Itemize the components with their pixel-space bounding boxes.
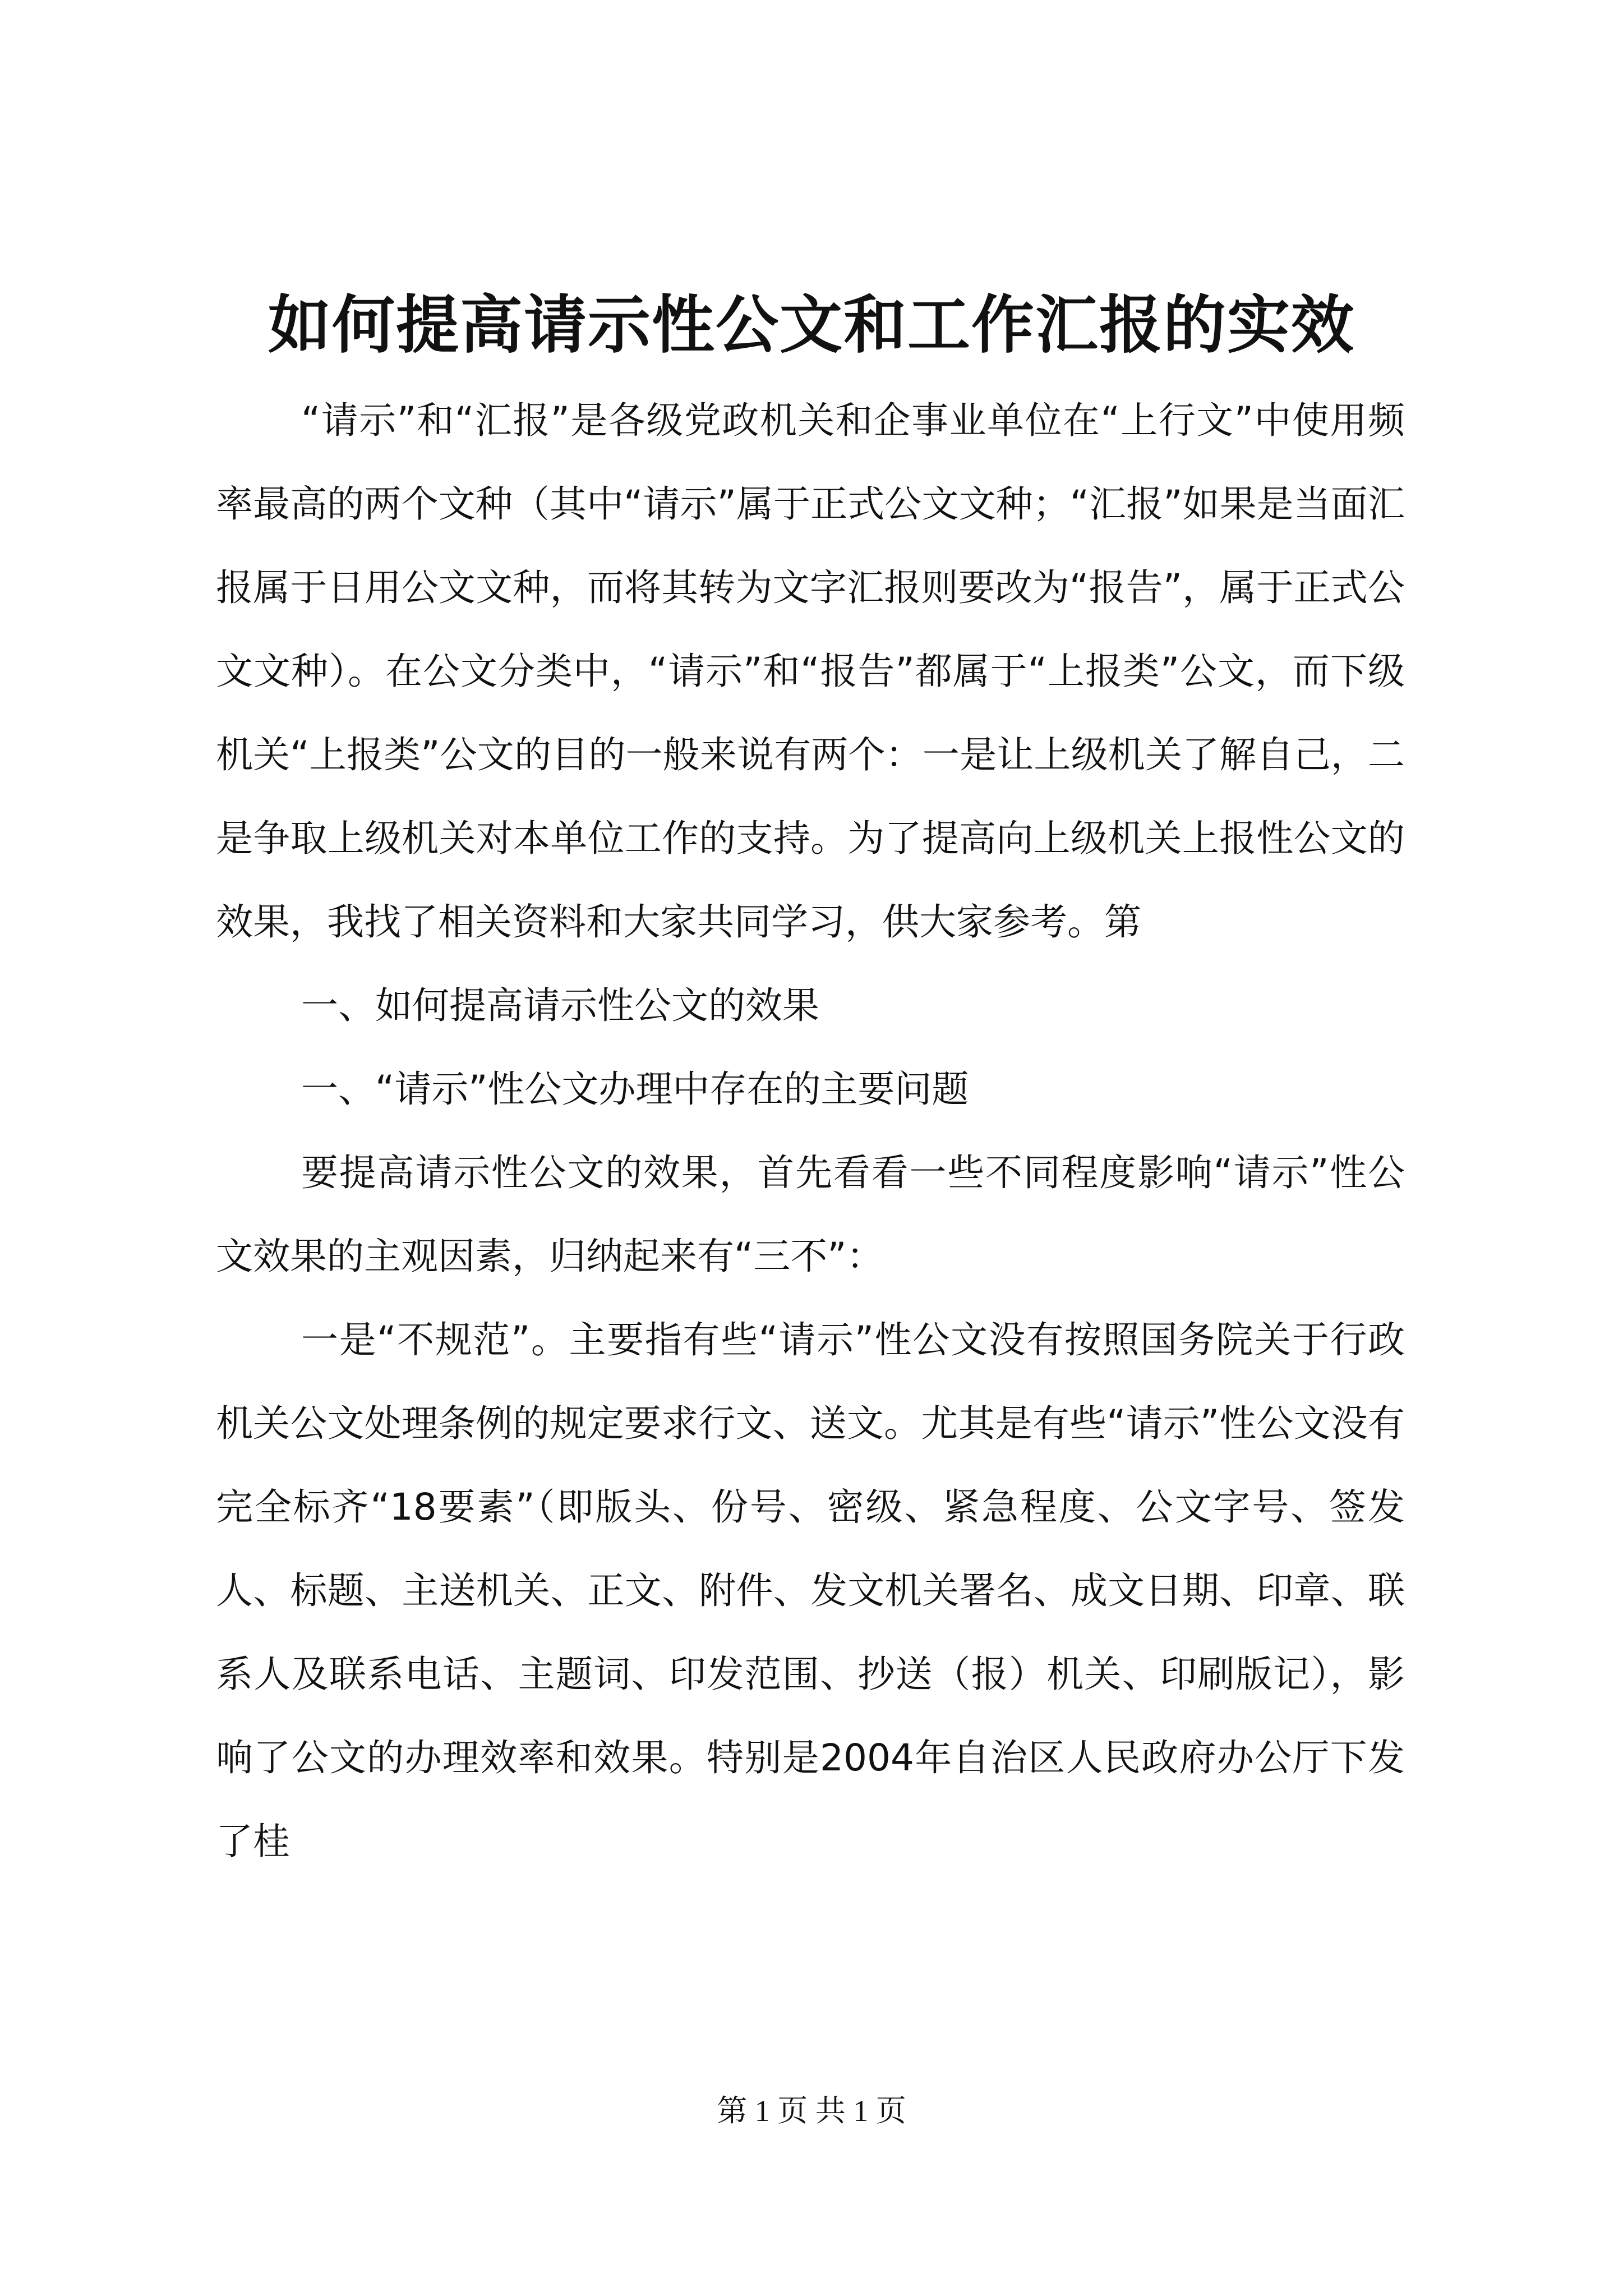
paragraph-three-nots: 要提高请示性公文的效果，首先看看一些不同程度影响“请示”性公文效果的主观因素，归纳起来有“三不”： [216,1151,1405,1278]
paragraph-intro: “请示”和“汇报”是各级党政机关和企事业单位在“上行文”中使用频率最高的两个文种（其中“请示”属于正式公文文种；“汇报”如果是当面汇报属于日用公文文种，而将其转为文字汇报则要改为“报告”，属于正式公文文种）。在公文分类中，“请示”和“报告”都属于“上报类”公文，而下级机关“上报类”公文的目的一般来说有两个：一是让上级机关了解自己，二是争取上级机关对本单位工作的支持。为了提高向上级机关上报性公文的效果，我找了相关资料和大家共同学习，供大家参考。第 [216,399,1405,944]
heading-section-1: 一、如何提高请示性公文的效果 [301,984,819,1027]
document-title: 如何提高请示性公文和工作汇报的实效 [268,288,1355,362]
document-body [216,379,1405,1883]
heading-subsection-1: 一、“请示”性公文办理中存在的主要问题 [301,1068,969,1111]
paragraph-not-standard: 一是“不规范”。主要指有些“请示”性公文没有按照国务院关于行政机关公文处理条例的规定要求行文、送文。尤其是有些“请示”性公文没有完全标齐“18要素”（即版头、份号、密级、紧急程度、公文字号、签发人、标题、主送机关、正文、附件、发文机关署名、成文日期、印章、联系人及联系电话、主题词、印发范围、抄送（报）机关、印刷版记），影响了公文的办理效率和效果。特别是2004年自治区人民政府办公厅下发了桂 [216,1318,1405,1863]
page-footer: 第 1 页 共 1 页 [717,2094,906,2128]
